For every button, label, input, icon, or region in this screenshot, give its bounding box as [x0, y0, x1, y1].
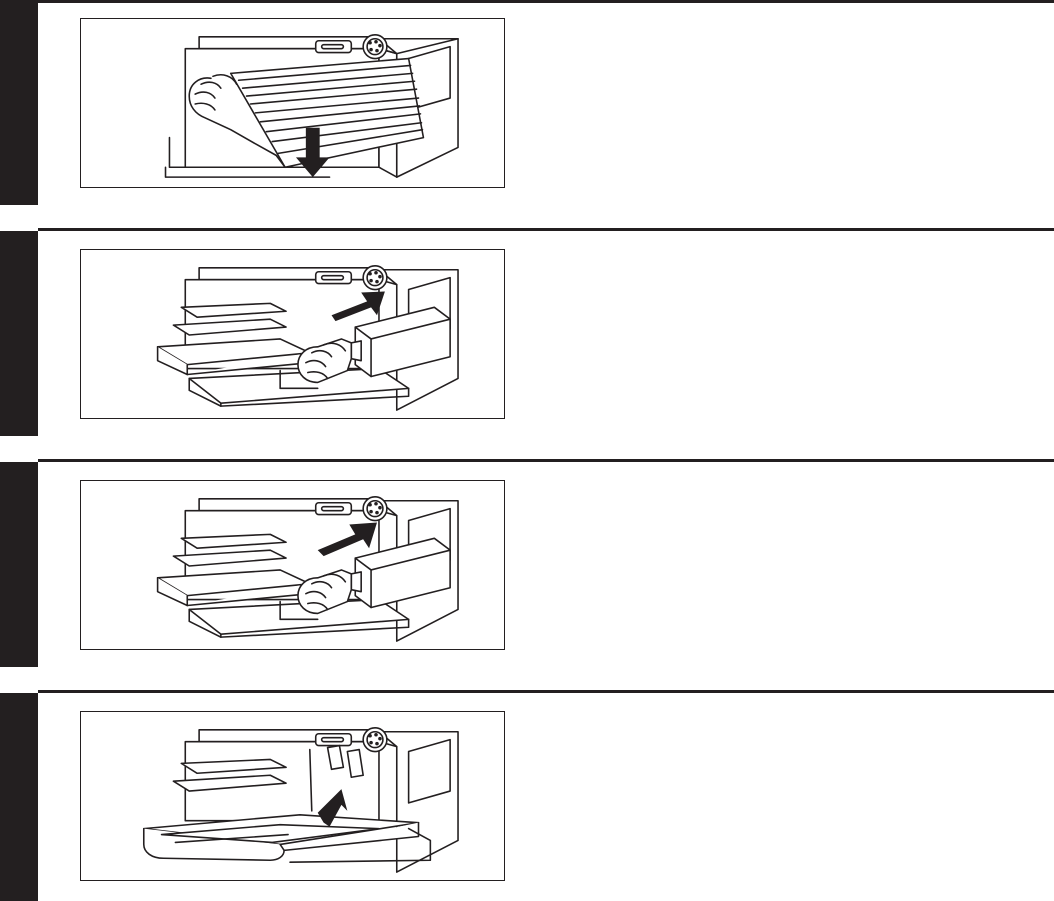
edge-tab-1 [0, 0, 38, 205]
separator-rule-3 [38, 690, 1054, 693]
figure-step-3 [80, 480, 505, 650]
step-2 [38, 234, 1054, 456]
step-4-caption [38, 696, 39, 697]
edge-tab-4 [0, 693, 38, 901]
edge-tab-2 [0, 231, 38, 436]
figure-step-2 [80, 249, 505, 419]
step-1-caption [38, 3, 39, 4]
step-4 [38, 696, 1054, 901]
separator-rule-1 [38, 228, 1054, 231]
edge-tab-3 [0, 462, 38, 667]
separator-rule-2 [38, 459, 1054, 462]
figure-step-1 [80, 18, 505, 188]
step-3-caption [38, 465, 39, 466]
step-3 [38, 465, 1054, 687]
step-1 [38, 3, 1054, 225]
step-2-caption [38, 234, 39, 235]
figure-step-4 [80, 711, 505, 881]
